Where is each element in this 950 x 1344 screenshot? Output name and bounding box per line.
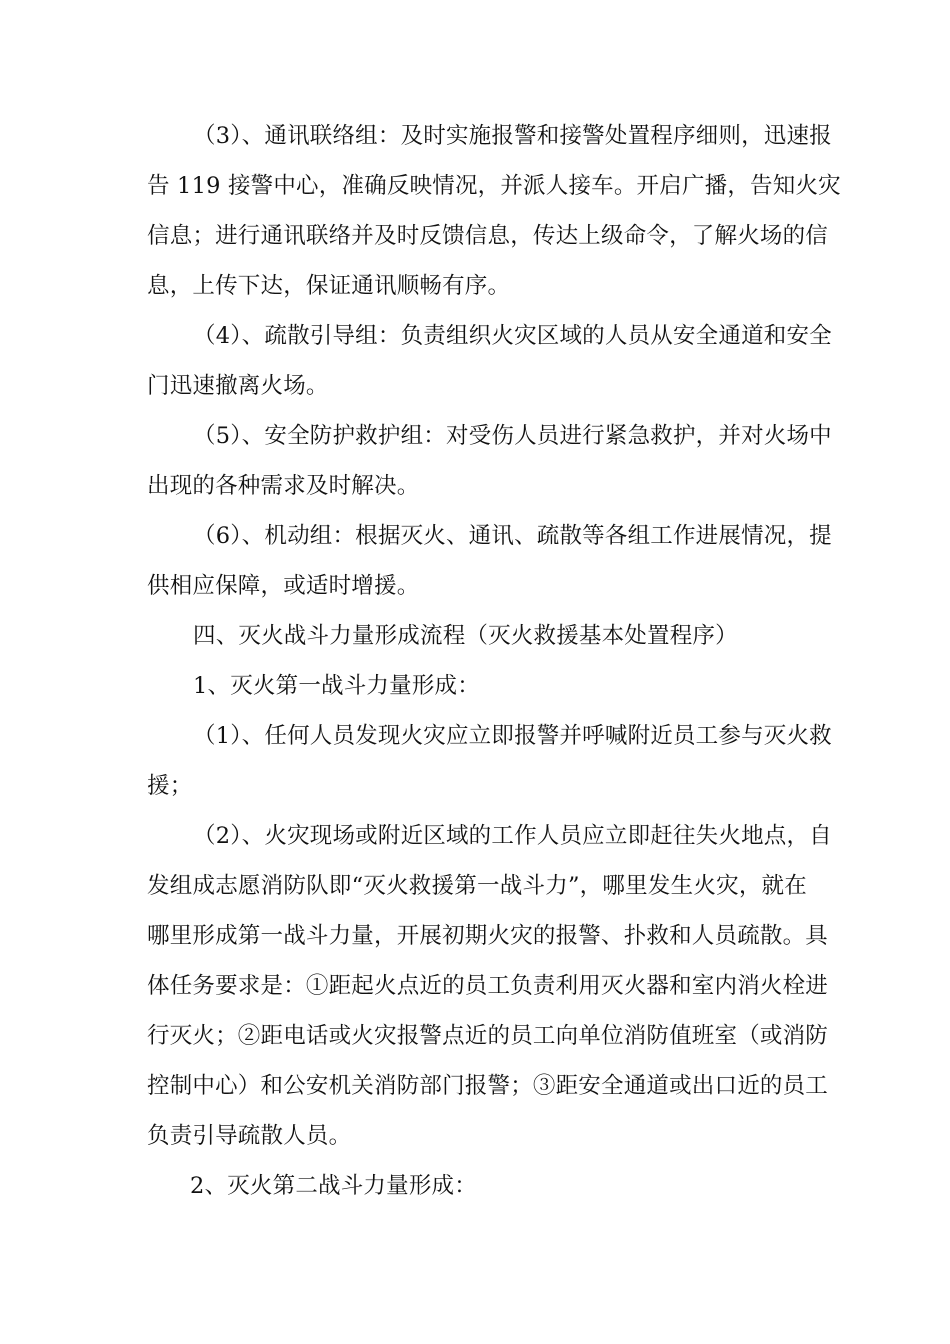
paragraph-line: 门迅速撤离火场。: [147, 373, 329, 399]
paragraph-line: 援；: [147, 773, 193, 799]
paragraph-line: （1）、任何人员发现火灾应立即报警并呼喊附近员工参与灭火救: [193, 723, 832, 749]
paragraph-line: 哪里形成第一战斗力量，开展初期火灾的报警、扑救和人员疏散。具: [147, 923, 829, 949]
paragraph-line: 出现的各种需求及时解决。: [147, 473, 420, 499]
paragraph-line: （2）、火灾现场或附近区域的工作人员应立即赶往失火地点，自: [193, 823, 832, 849]
paragraph-line: 息，上传下达，保证通讯顺畅有序。: [147, 273, 511, 299]
paragraph-line: 行灭火；②距电话或火灾报警点近的员工向单位消防值班室（或消防: [147, 1023, 829, 1049]
subsection-heading: 1、灭火第一战斗力量形成：: [193, 673, 480, 699]
paragraph-line: 供相应保障，或适时增援。: [147, 573, 420, 599]
paragraph-line: 信息；进行通讯联络并及时反馈信息，传达上级命令，了解火场的信: [147, 223, 829, 249]
section-heading: 四、灭火战斗力量形成流程（灭火救援基本处置程序）: [193, 623, 738, 649]
paragraph-line: （4）、疏散引导组：负责组织火灾区域的人员从安全通道和安全: [193, 323, 832, 349]
paragraph-line: 负责引导疏散人员。: [147, 1123, 352, 1149]
paragraph-line: （5）、安全防护救护组：对受伤人员进行紧急救护，并对火场中: [193, 423, 832, 449]
paragraph-line: 控制中心）和公安机关消防部门报警；③距安全通道或出口近的员工: [147, 1073, 829, 1099]
paragraph-line: （6）、机动组：根据灭火、通讯、疏散等各组工作进展情况，提: [193, 523, 832, 549]
paragraph-line: （3）、通讯联络组：及时实施报警和接警处置程序细则，迅速报: [193, 123, 832, 149]
subsection-heading: 2、灭火第二战斗力量形成：: [190, 1173, 477, 1199]
paragraph-line: 体任务要求是：①距起火点近的员工负责利用灭火器和室内消火栓进: [147, 973, 829, 999]
paragraph-line: 告 119 接警中心，准确反映情况，并派人接车。开启广播，告知火灾: [147, 173, 841, 199]
paragraph-line: 发组成志愿消防队即“灭火救援第一战斗力”，哪里发生火灾，就在: [147, 873, 807, 899]
